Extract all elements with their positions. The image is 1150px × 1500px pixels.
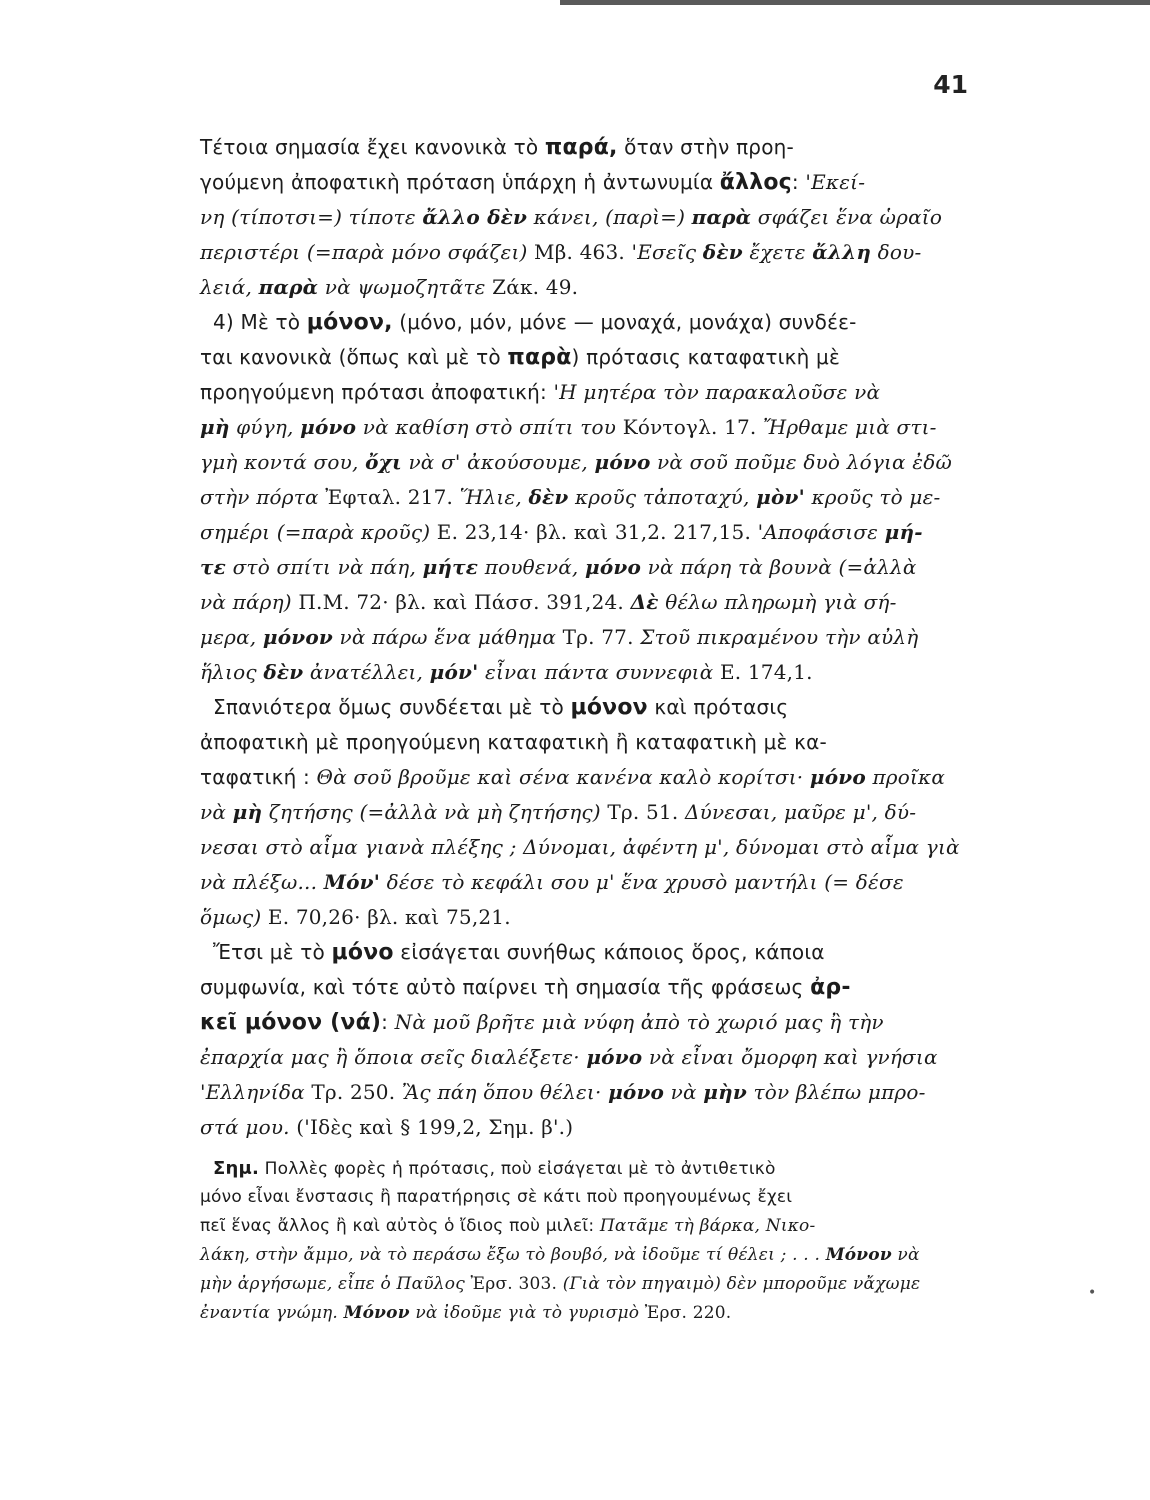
text-run: στὸ σπίτι νὰ πάη, bbox=[226, 555, 423, 579]
text-line bbox=[200, 1299, 968, 1328]
text-run: ὅμως) bbox=[200, 905, 268, 929]
text-run: Ἔτσι μὲ τὸ bbox=[213, 940, 332, 964]
text-run: μόνο bbox=[594, 450, 651, 474]
text-run: Μόν' bbox=[323, 870, 381, 894]
text-run: ὅταν στὴν προη- bbox=[617, 135, 794, 159]
note-section bbox=[200, 1140, 968, 1328]
text-run: εἶναι πάντα συννεφιὰ bbox=[478, 660, 720, 684]
margin-mark: • bbox=[1088, 1285, 1097, 1301]
text-run: μερα, bbox=[200, 625, 263, 649]
text-run: καὶ πρότασις bbox=[647, 695, 789, 719]
text-run: νη (τίποτσι=) τίποτε bbox=[200, 205, 423, 229]
text-line bbox=[200, 270, 968, 305]
note-block bbox=[200, 1154, 968, 1328]
text-run: νὰ εἶναι ὄμορφη καὶ γνήσια bbox=[642, 1045, 938, 1069]
text-run: τὸν βλέπω μπρο- bbox=[746, 1080, 926, 1104]
text-run: ἄλλο δὲν bbox=[422, 205, 528, 229]
text-run: 4) Μὲ τὸ bbox=[213, 310, 307, 334]
text-line bbox=[200, 865, 968, 900]
text-run: Δὲ bbox=[630, 590, 659, 614]
text-run: παρά, bbox=[544, 135, 618, 160]
text-run: πουθενά, bbox=[478, 555, 586, 579]
text-line bbox=[200, 1075, 968, 1110]
text-run: ὄχι bbox=[365, 450, 402, 474]
text-run: : bbox=[791, 170, 806, 194]
text-run: νὰ πάρω ἕνα μάθημα bbox=[333, 625, 563, 649]
scan-edge-line bbox=[560, 0, 1150, 5]
text-line bbox=[200, 655, 968, 690]
text-line bbox=[200, 410, 968, 445]
text-run: νὰ ἰδοῦμε γιὰ τὸ γυρισμὸ bbox=[409, 1303, 645, 1323]
text-line bbox=[200, 900, 968, 935]
text-run: προηγούμενη πρότασι ἀποφατική: bbox=[200, 380, 554, 404]
text-run: Τρ. 51. bbox=[607, 800, 685, 824]
text-run: μόνον, bbox=[306, 310, 393, 335]
text-run: μὸν' bbox=[756, 485, 805, 509]
text-run: νὰ πλέξω... bbox=[200, 870, 324, 894]
text-run: ἄλλος bbox=[719, 170, 792, 195]
text-line bbox=[200, 1241, 968, 1270]
text-run: Ἐρσ. 220. bbox=[644, 1303, 732, 1323]
text-run: νὰ καθίση στὸ σπίτι του bbox=[356, 415, 623, 439]
text-run: 'Ελληνίδα bbox=[200, 1080, 312, 1104]
text-line bbox=[200, 620, 968, 655]
text-run: κροῦς τἀποταχύ, bbox=[568, 485, 757, 509]
page-number: 41 bbox=[933, 70, 968, 99]
text-line bbox=[200, 515, 968, 550]
text-run: μόνο bbox=[608, 1080, 665, 1104]
text-run: λάκη, στὴν ἄμμο, νὰ τὸ περάσω ἔξω τὸ βουβό, νὰ ἰδοῦμε τί θέλει ; . . . bbox=[200, 1245, 826, 1265]
text-line bbox=[200, 1040, 968, 1075]
text-run: σημέρι (=παρὰ κροῦς) bbox=[200, 520, 437, 544]
text-run: ἀρ- bbox=[810, 975, 851, 1000]
text-run: γμὴ κοντά σου, bbox=[200, 450, 366, 474]
text-run: (Γιὰ τὸν πηγαιμὸ) δὲν μποροῦμε νἄχωμε bbox=[562, 1274, 921, 1294]
text-run: Μόνον bbox=[825, 1245, 892, 1265]
text-run: Μόνον bbox=[343, 1303, 410, 1323]
text-run: μόνο εἶναι ἔνστασις ἢ παρατήρησις σὲ κάτι ποὺ προηγουμένως ἔχει bbox=[200, 1187, 793, 1207]
text-line bbox=[200, 830, 968, 865]
text-run: ἥλιος bbox=[200, 660, 264, 684]
text-run: Ἥλιε, bbox=[459, 485, 529, 509]
text-line bbox=[200, 130, 968, 165]
text-run: μόνο bbox=[809, 765, 866, 789]
text-run: νὰ ψωμοζητᾶτε bbox=[318, 275, 493, 299]
text-run: Νὰ μοῦ βρῆτε μιὰ νύφη ἀπὸ τὸ χωριό μας ἢ τὴν bbox=[394, 1010, 884, 1034]
text-line bbox=[200, 1154, 968, 1183]
text-run: νὰ bbox=[891, 1245, 920, 1265]
text-line bbox=[200, 1005, 968, 1040]
text-run: Ε. 70,26· βλ. καὶ 75,21. bbox=[267, 905, 511, 929]
text-run: 'Εσεῖς bbox=[631, 240, 703, 264]
text-run: Ε. 23,14· βλ. καὶ 31,2. 217,15. bbox=[436, 520, 758, 544]
text-run: δου- bbox=[871, 240, 922, 264]
text-line bbox=[200, 480, 968, 515]
text-line bbox=[200, 690, 968, 725]
text-line bbox=[200, 445, 968, 480]
text-run: τε bbox=[200, 555, 227, 579]
text-run: Πολλὲς φορὲς ἡ πρότασις, ποὺ εἰσάγεται μὲ τὸ ἀντιθετικὸ bbox=[259, 1159, 776, 1179]
text-line bbox=[200, 305, 968, 340]
text-run: μόνο bbox=[585, 555, 642, 579]
text-run: δέσε τὸ κεφάλι σου μ' ἕνα χρυσὸ μαντήλι (= δέσε bbox=[380, 870, 904, 894]
text-run: Τέτοια σημασία ἔχει κανονικὰ τὸ bbox=[200, 135, 545, 159]
text-line bbox=[200, 970, 968, 1005]
text-run: 'Εκεί- bbox=[805, 170, 866, 194]
text-run: Θὰ σοῦ βροῦμε καὶ σένα κανένα καλὸ κορίτσι· bbox=[316, 765, 810, 789]
text-run: ἐπαρχία μας ἢ ὅποια σεῖς διαλέξετε· bbox=[200, 1045, 587, 1069]
text-run: (μόνο, μόν, μόνε — μοναχά, μονάχα) συνδέε- bbox=[392, 310, 857, 334]
text-run: Τρ. 250. bbox=[311, 1080, 402, 1104]
text-run: Τρ. 77. bbox=[562, 625, 641, 649]
text-run: ἀνατέλλει, bbox=[303, 660, 430, 684]
text-run: δὲν bbox=[528, 485, 569, 509]
text-line bbox=[200, 550, 968, 585]
text-run: : bbox=[381, 1010, 395, 1034]
text-run: νεσαι στὸ αἷμα γιανὰ πλέξης ; Δύνομαι, ἀφέντη μ', δύνομαι στὸ αἷμα γιὰ bbox=[200, 835, 960, 859]
text-run: ἄλλη bbox=[812, 240, 872, 264]
text-run: μόνο bbox=[331, 940, 394, 965]
text-run: νὰ σ' ἀκούσουμε, bbox=[401, 450, 595, 474]
text-run: Ε. 174,1. bbox=[719, 660, 813, 684]
text-run: στά μου. bbox=[200, 1115, 297, 1139]
text-run: ἔχετε bbox=[742, 240, 813, 264]
text-run: 'Αποφάσισε bbox=[757, 520, 885, 544]
text-run: παρὰ bbox=[691, 205, 752, 229]
text-run: μήτε bbox=[422, 555, 479, 579]
text-run: Ἂς πάη ὅπου θέλει· bbox=[401, 1080, 609, 1104]
text-line bbox=[200, 1183, 968, 1212]
text-run: ('Ιδὲς καὶ § 199,2, Σημ. β'.) bbox=[296, 1115, 574, 1139]
text-run: Π.Μ. 72· βλ. καὶ Πάσσ. 391,24. bbox=[298, 590, 631, 614]
text-line bbox=[200, 760, 968, 795]
text-run: Κόντογλ. 17. bbox=[622, 415, 764, 439]
text-line bbox=[200, 935, 968, 970]
text-run: κεῖ μόνον (νά) bbox=[200, 1010, 382, 1035]
text-run: νὰ σοῦ ποῦμε δυὸ λόγια ἐδῶ bbox=[650, 450, 952, 474]
text-run: Σπανιότερα ὅμως συνδέεται μὲ τὸ bbox=[213, 695, 571, 719]
text-line bbox=[200, 200, 968, 235]
text-run: μὴ bbox=[200, 415, 230, 439]
text-run: θέλω πληρωμὴ γιὰ σή- bbox=[658, 590, 897, 614]
text-run: μόνο bbox=[586, 1045, 643, 1069]
text-run: νὰ πάρη) bbox=[200, 590, 299, 614]
text-line bbox=[200, 340, 968, 375]
text-line bbox=[200, 1270, 968, 1299]
text-run: φύγη, bbox=[229, 415, 301, 439]
text-run: μὴν bbox=[703, 1080, 747, 1104]
text-run: Σημ. bbox=[213, 1158, 259, 1179]
text-run: παρὰ bbox=[507, 345, 572, 370]
text-run: συμφωνία, καὶ τότε αὐτὸ παίρνει τὴ σημασία τῆς φράσεως bbox=[200, 975, 811, 999]
text-line bbox=[200, 165, 968, 200]
text-run: μόν' bbox=[429, 660, 479, 684]
text-run: 'Η μητέρα τὸν παρακαλοῦσε νὰ bbox=[553, 380, 881, 404]
main-text bbox=[200, 130, 968, 1145]
text-run: προῖκα bbox=[865, 765, 946, 789]
text-line bbox=[200, 795, 968, 830]
text-run: ) πρότασις καταφατικὴ μὲ bbox=[571, 345, 840, 369]
text-run: Στοῦ πικραμένου τὴν αὐλὴ bbox=[640, 625, 919, 649]
text-line bbox=[200, 585, 968, 620]
text-run: μόνον bbox=[570, 695, 648, 720]
text-run: ζητήσης (=ἀλλὰ νὰ μὴ ζητήσης) bbox=[262, 800, 608, 824]
text-run: κάνει, (παρὶ=) bbox=[527, 205, 692, 229]
text-run: γούμενη ἀποφατικὴ πρόταση ὑπάρχη ἡ ἀντωνυμία bbox=[200, 170, 720, 194]
text-run: στὴν πόρτα bbox=[200, 485, 326, 509]
text-run: κροῦς τὸ με- bbox=[804, 485, 941, 509]
text-run: Ζάκ. 49. bbox=[492, 275, 579, 299]
text-run: νὰ bbox=[200, 800, 233, 824]
text-line bbox=[200, 1212, 968, 1241]
text-run: Ἐφταλ. 217. bbox=[325, 485, 460, 509]
text-run: Πατᾶμε τὴ βάρκα, Νικο- bbox=[599, 1216, 816, 1236]
text-run: παρὰ bbox=[258, 275, 319, 299]
text-run: ται κανονικὰ (ὅπως καὶ μὲ τὸ bbox=[200, 345, 508, 369]
text-line bbox=[200, 235, 968, 270]
text-run: μὴν ἀργήσωμε, εἶπε ὁ Παῦλος bbox=[200, 1274, 471, 1294]
text-run: εἰσάγεται συνήθως κάποιος ὅρος, κάποια bbox=[393, 940, 825, 964]
text-run: ἀποφατικὴ μὲ προηγούμενη καταφατικὴ ἢ καταφατικὴ μὲ κα- bbox=[200, 730, 827, 754]
text-run: δὲν bbox=[263, 660, 304, 684]
text-run: Μβ. 463. bbox=[534, 240, 632, 264]
text-run: μή- bbox=[884, 520, 923, 544]
text-run: νὰ bbox=[664, 1080, 704, 1104]
text-run: μὴ bbox=[232, 800, 263, 824]
text-run: δὲν bbox=[702, 240, 743, 264]
text-run: Ἤρθαμε μιὰ στι- bbox=[763, 415, 937, 439]
text-line bbox=[200, 725, 968, 760]
text-run: λειά, bbox=[200, 275, 259, 299]
text-run: Ἐρσ. 303. bbox=[470, 1274, 563, 1294]
text-run: μόνο bbox=[300, 415, 357, 439]
text-run: ταφατική : bbox=[200, 765, 317, 789]
text-run: ἐναντία γνώμη. bbox=[200, 1303, 344, 1323]
text-run: Δύνεσαι, μαῦρε μ', δύ- bbox=[684, 800, 917, 824]
text-run: σφάζει ἕνα ὡραῖο bbox=[751, 205, 943, 229]
text-run: πεῖ ἕνας ἄλλος ἢ καὶ αὐτὸς ὁ ἴδιος ποὺ μιλεῖ: bbox=[200, 1216, 600, 1236]
text-run: περιστέρι (=παρὰ μόνο σφάζει) bbox=[200, 240, 535, 264]
text-run: νὰ πάρη τὰ βουνὰ (=ἀλλὰ bbox=[641, 555, 917, 579]
text-run: μόνον bbox=[262, 625, 333, 649]
text-line bbox=[200, 375, 968, 410]
